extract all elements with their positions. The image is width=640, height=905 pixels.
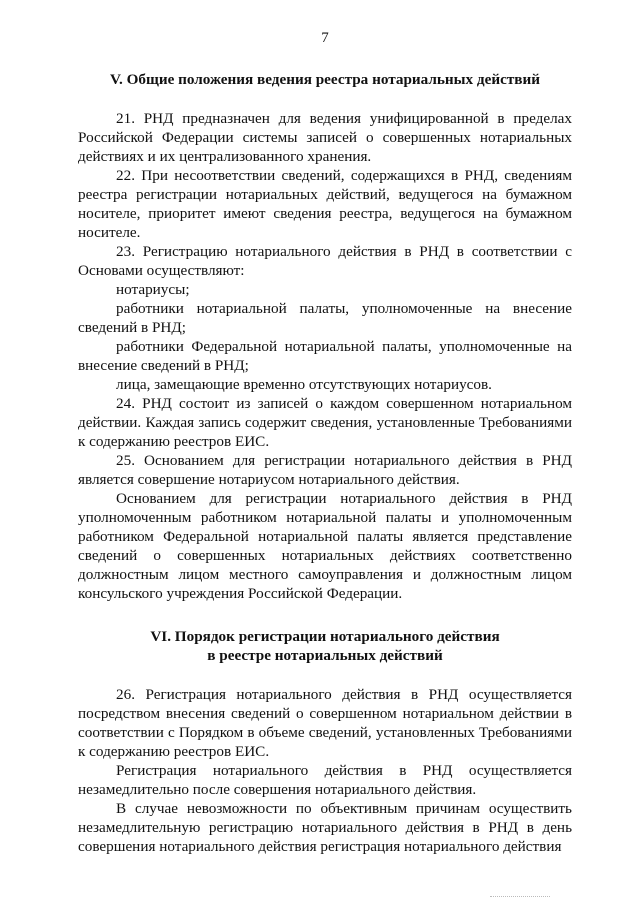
list-item-substitutes: лица, замещающие временно отсутствующих нотариусов. xyxy=(116,376,492,393)
paragraph-23: 23. Регистрацию нотариального действия в РНД в соответствии с Основами осуществляют: xyxy=(78,243,572,279)
list-item-notaries: нотариусы; xyxy=(116,281,190,298)
section-6-title-line-1: VI. Порядок регистрации нотариального действия xyxy=(150,628,500,645)
paragraph-22: 22. При несоответствии сведений, содержащихся в РНД, сведениям реестра регистрации нотариальных действий, ведущегося на бумажном носителе, приоритет имеют сведения реестра, ведущегося на бумажном носителе. xyxy=(78,167,572,241)
list-item-chamber-workers: работники нотариальной палаты, уполномоченные на внесение сведений в РНД; xyxy=(78,300,572,336)
paragraph-21: 21. РНД предназначен для ведения унифицированной в пределах Российской Федерации системы записей о совершенных нотариальных действиях и их централизованного хранения. xyxy=(78,110,572,165)
paragraph-24: 24. РНД состоит из записей о каждом совершенном нотариальном действии. Каждая запись содержит сведения, установленные Требованиями к содержанию реестров ЕИС. xyxy=(78,395,572,450)
scan-edge-mark xyxy=(490,896,550,903)
section-6-title-line-2: в реестре нотариальных действий xyxy=(207,647,443,664)
paragraph-26: 26. Регистрация нотариального действия в РНД осуществляется посредством внесения сведений о совершенном нотариальном действии в соответствии с Порядком в объеме сведений, установленных Требованиями к содержанию реестров ЕИС. xyxy=(78,686,572,760)
section-6-title xyxy=(78,627,572,665)
paragraph-25-continued: Основанием для регистрации нотариального действия в РНД уполномоченным работником нотариальной палаты и уполномоченным работником Федеральной нотариальной палаты является представление сведений о совершенных нотариальных действиях соответственно должностным лицом местного самоуправления и должностным лицом консульского учреждения Российской Федерации. xyxy=(78,490,572,602)
section-5-title: V. Общие положения ведения реестра нотариальных действий xyxy=(109,71,541,88)
paragraph-26-timing: Регистрация нотариального действия в РНД осуществляется незамедлительно после совершения нотариального действия. xyxy=(78,762,572,798)
paragraph-25: 25. Основанием для регистрации нотариального действия в РНД является совершение нотариусом нотариального действия. xyxy=(78,452,572,488)
page-number: 7 xyxy=(321,30,329,46)
paragraph-26-exception: В случае невозможности по объективным причинам осуществить незамедлительную регистрацию нотариального действия в РНД в день совершения нотариального действия регистрация нотариального действия xyxy=(78,800,572,855)
list-item-federal-chamber-workers: работники Федеральной нотариальной палаты, уполномоченные на внесение сведений в РНД; xyxy=(78,338,572,374)
